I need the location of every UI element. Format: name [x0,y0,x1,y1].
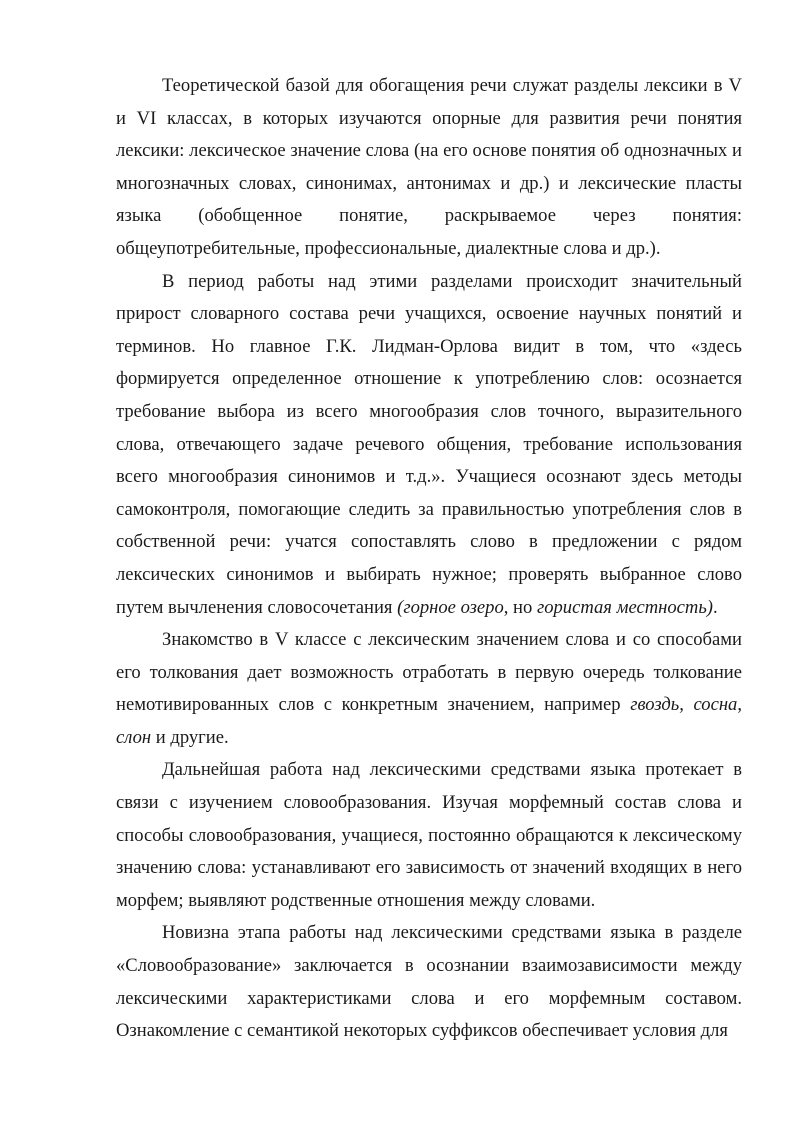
text-segment: , но [503,596,537,618]
text-segment: , [737,694,742,716]
text-segment: В период работы над этими разделами происходит значительный прирост словарного состава речи учащихся, освоение научных понятий и терминов. Но главное Г.К. Лидман-Орлова видит в том, что «здесь формируется определенное отношение к употреблению слов: осознается требование выбора из всего многообразия слов точного, выразительного слова, отвечающего задаче речевого общения, требование использования всего многообразия синонимов и т.д.». Учащиеся осознают здесь методы самоконтроля, помогающие следить за правильностью употребления слов в собственной речи: учатся сопоставлять слово в предложении с рядом лексических синонимов и выбирать нужное; проверять выбранное слово путем вычленения словосочетания [116,270,742,618]
text-segment: Знакомство в V классе с лексическим значением слова и со способами его толкования дает возможность отработать в первую очередь толкование немотивированных слов с конкретным значением, например [116,629,742,716]
paragraph-5 [116,917,742,1047]
paragraph-4 [116,754,742,917]
italic-example: гористая местность) [536,596,714,618]
text-segment: и другие. [151,726,229,748]
text-segment: . [713,596,718,618]
italic-example: (горное озеро [397,596,504,618]
text-segment: Дальнейшая работа над лексическими средствами языка протекает в связи с изучением словообразования. Изучая морфемный состав слова и способы словообразования, учащиеся, постоянно обращаются к лексическому значению слова: устанавливают его зависимость от значений входящих в него морфем; выявляют родственные отношения между словами. [116,759,742,911]
text-segment: Теоретической базой для обогащения речи служат разделы лексики в V и VI классах, в которых изучаются опорные для развития речи понятия лексики: лексическое значение слова (на его основе понятия об однозначных и многозначных словах, синонимах, антонимах и др.) и лексические пласты языка (обобщенное понятие, раскрываемое через понятия: общеупотребительные, профессиональные, диалектные слова и др.). [116,75,742,259]
paragraph-3 [116,624,742,754]
italic-example: слон [116,726,152,748]
text-segment: Новизна этапа работы над лексическими средствами языка в разделе «Словообразование» заключается в осознании взаимозависимости между лексическими характеристиками слова и его морфемным составом. Ознакомление с семантикой некоторых суффиксов обеспечивает условия для [116,922,742,1042]
italic-example: гвоздь, сосна [630,694,738,716]
paragraph-2 [116,266,742,625]
paragraph-1 [116,70,742,266]
